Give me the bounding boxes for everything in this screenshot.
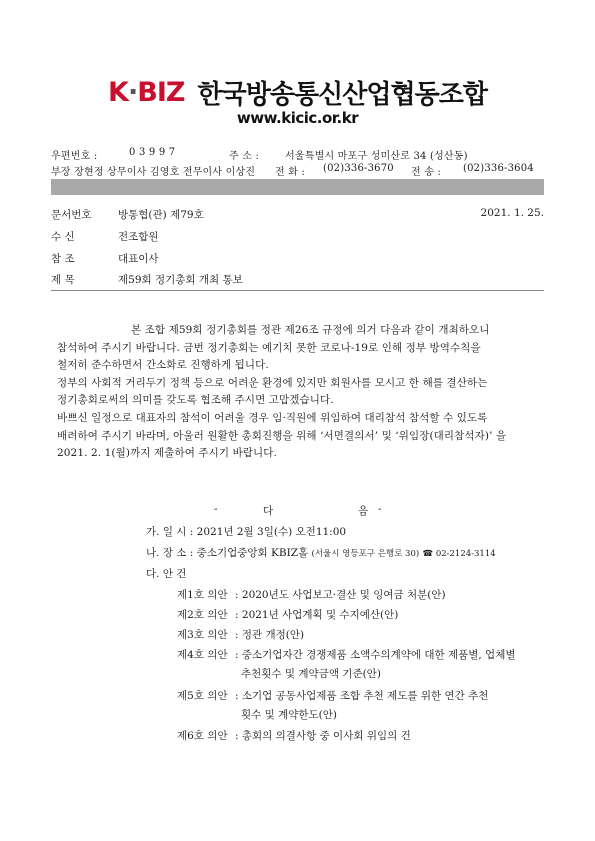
meeting-place-address: (서울시 영등포구 은행로 30) [311, 549, 420, 559]
agenda-text: 2021년 사업계획 및 수지예산(안) [241, 609, 399, 621]
meeting-date: 2021년 2월 3일(수) 오전11:00 [196, 526, 347, 538]
agenda-sep: : [235, 589, 239, 601]
recipient: 전조합원 [118, 231, 159, 243]
agenda-item [177, 647, 516, 680]
agenda-sep: : [235, 730, 239, 742]
meeting-place: 중소기업중앙회 KBIZ홀 [196, 547, 309, 559]
fax-number: (02)336-3604 [463, 163, 534, 174]
doc-number-label: 문서번호 [51, 209, 92, 221]
agenda-text: 소기업 공동사업제품 조합 추천 제도를 위한 연간 추천 [241, 690, 489, 702]
agenda-item [177, 607, 398, 622]
agenda-item [177, 728, 411, 743]
staff-list: 부장 장현정 상무이사 김영호 전무이사 이상진 [51, 167, 256, 178]
fax-label: 전 송 : [411, 167, 442, 178]
agenda-number: 제6호 의안 [177, 730, 228, 742]
recipient-label: 수 신 [51, 231, 75, 243]
agenda-text: 정관 개정(안) [241, 629, 305, 641]
agenda-number: 제1호 의안 [177, 589, 228, 601]
eum-char: 음 [358, 505, 369, 517]
subject: 제59회 정기총회 개최 통보 [118, 274, 243, 286]
agenda-text-continued: 추천횟수 및 계약금액 기준(안) [241, 668, 381, 680]
address-label: 주 소 : [229, 151, 260, 162]
meeting-place-label: 나. 장 소 : [146, 547, 194, 559]
postal-label: 우편번호 : [51, 151, 98, 162]
da-char: 다 [263, 505, 274, 517]
body-line: 정기총회로써의 의미를 갖도록 협조해 주시면 고맙겠습니다. [57, 394, 334, 407]
postal-code: 0 3 9 9 7 [129, 147, 176, 158]
kbiz-logo: K·BIZ [108, 77, 185, 108]
body-line: 2021. 2. 1(월)까지 제출하여 주시기 바랍니다. [57, 447, 277, 460]
body-line: 배려하여 주시기 바라며, 아울러 원활한 총회진행을 위해 ‘서면결의서’ 및 ‘위임장(대리참석자)’ 을 [57, 429, 507, 442]
meeting-date-row [146, 524, 346, 539]
website-link[interactable]: www.kicic.or.kr [236, 109, 359, 127]
doc-number: 방통협(관) 제79호 [118, 209, 204, 221]
meeting-place-phone: ☎ 02-2124-3114 [422, 549, 496, 559]
body-line: 본 조합 제59회 정기총회를 정관 제26조 규정에 의거 다음과 같이 개최하오니 [131, 324, 490, 336]
agenda-sep: : [235, 629, 239, 641]
address-value: 서울특별시 마포구 성미산로 34 (성산동) [285, 151, 468, 162]
subject-label: 제 목 [51, 274, 75, 286]
agenda-sep: : [235, 690, 239, 702]
agenda-text: 2020년도 사업보고·결산 및 잉여금 처분(안) [241, 589, 446, 601]
phone-label: 전 화 : [275, 167, 306, 178]
phone-number: (02)336-3670 [323, 163, 394, 174]
agenda-item [177, 587, 446, 602]
header-divider-bar [51, 179, 544, 195]
agenda-text-continued: 횟수 및 계약한도(안) [241, 709, 338, 721]
body-line: 정부의 사회적 거리두기 정책 등으로 어려운 환경에 있지만 회원사를 모시고 한 해를 결산하는 [57, 376, 488, 389]
agenda-number: 제5호 의안 [177, 690, 228, 702]
agenda-number: 제4호 의안 [177, 649, 228, 661]
meeting-date-label: 가. 일 시 : [146, 526, 194, 538]
reference-label: 참 조 [51, 253, 75, 265]
reference: 대표이사 [118, 253, 159, 265]
body-line: 참석하여 주시기 바랍니다. 금번 정기총회는 예기치 못한 코로나-19로 인해 정부 방역수칙을 [57, 341, 481, 354]
letterhead [0, 74, 595, 111]
organization-name: 한국방송통신산업협동조합 [197, 80, 487, 110]
dash: - [214, 503, 218, 515]
body-line: 바쁘신 일정으로 대표자의 참석이 어려울 경우 임·직원에 위임하여 대리참석 참석할 수 있도록 [57, 411, 488, 424]
body-text [57, 322, 541, 463]
subject-divider [51, 290, 544, 291]
meeting-place-row [146, 545, 496, 560]
agenda-sep: : [235, 609, 239, 621]
agenda-item [177, 627, 304, 642]
agenda-text: 총회의 의결사항 중 이사회 위임의 건 [241, 730, 411, 742]
agenda-sep: : [235, 649, 239, 661]
agenda-item [177, 688, 489, 721]
agenda-number: 제3호 의안 [177, 629, 228, 641]
dash: - [378, 503, 382, 515]
body-line: 철저히 준수하면서 간소화로 진행하게 됩니다. [57, 359, 269, 372]
doc-date: 2021. 1. 25. [480, 207, 544, 219]
agenda-heading: 다. 안 건 [146, 568, 187, 580]
agenda-number: 제2호 의안 [177, 609, 228, 621]
agenda-text: 중소기업자간 경쟁제품 소액수의계약에 대한 제품별, 업체별 [241, 649, 516, 661]
